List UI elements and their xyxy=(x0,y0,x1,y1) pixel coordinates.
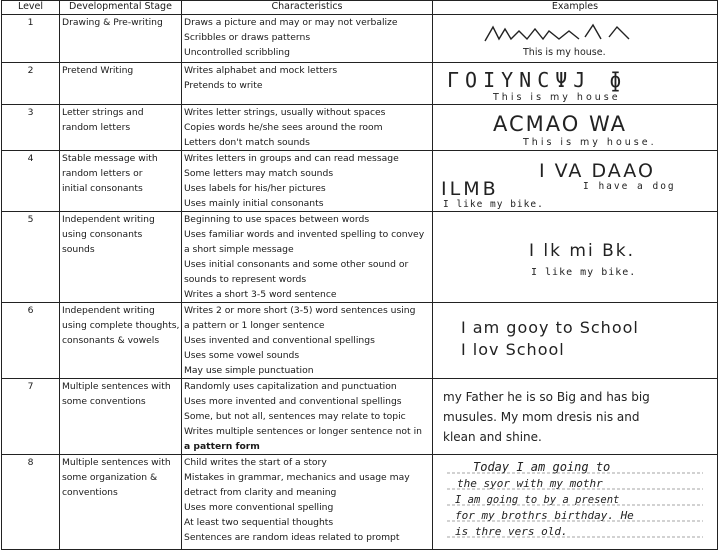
mock-letters: ΓΟΙΥΝСΨЈ ɸ xyxy=(447,68,628,92)
characteristic-line: Writes a short 3-5 word sentence xyxy=(184,289,337,300)
level-cell: 5 xyxy=(2,212,60,303)
level-cell: 4 xyxy=(2,151,60,212)
handwritten-sentence-1: I am gooy to School xyxy=(461,318,639,337)
typed-translation: This is my house. xyxy=(523,137,657,148)
handwritten-line-3: klean and shine. xyxy=(443,430,542,444)
stage-line: some conventions xyxy=(62,396,146,407)
stage-line: random letters or xyxy=(62,168,143,179)
table-row xyxy=(2,105,718,151)
characteristic-line: Child writes the start of a story xyxy=(184,457,327,468)
example-level-6 xyxy=(433,303,718,376)
example-cell xyxy=(433,379,718,455)
example-cell xyxy=(433,105,718,151)
typed-translation: I like my bike. xyxy=(531,267,637,278)
example-level-2 xyxy=(433,63,718,103)
characteristic-line: Uses mainly initial consonants xyxy=(184,198,324,209)
example-cell xyxy=(433,212,718,303)
table-row xyxy=(2,15,718,63)
characteristic-line: At least two sequential thoughts xyxy=(184,517,334,528)
typed-translation: This is my house xyxy=(493,92,621,103)
stage-line: consonants & vowels xyxy=(62,335,160,346)
example-level-5 xyxy=(433,212,718,298)
stage-line: Stable message with xyxy=(62,153,158,164)
stage-line: Independent writing xyxy=(62,214,155,225)
example-cell xyxy=(433,303,718,379)
characteristic-line: sounds to represent words xyxy=(184,274,307,285)
handwritten-line-1: Today I am going to xyxy=(473,460,611,474)
handwritten-line-1: my Father he is so Big and has big xyxy=(443,390,650,404)
header-characteristics: Characteristics xyxy=(182,1,433,15)
level-cell: 6 xyxy=(2,303,60,379)
characteristics-cell xyxy=(182,15,433,63)
characteristics-cell xyxy=(182,151,433,212)
characteristic-line: a short simple message xyxy=(184,244,294,255)
level-cell: 1 xyxy=(2,15,60,63)
characteristic-line: Uses labels for his/her pictures xyxy=(184,183,326,194)
handwritten-message-2: I VA DAAO xyxy=(539,160,655,182)
handwritten-line-2: musules. My mom dresis nis and xyxy=(443,410,640,424)
level-cell: 3 xyxy=(2,105,60,151)
example-level-3 xyxy=(433,105,718,149)
header-row xyxy=(2,1,718,15)
characteristic-line: Uses invented and conventional spellings xyxy=(184,335,375,346)
stage-cell xyxy=(60,151,182,212)
handwritten-line-3: I am going to by a present xyxy=(455,494,620,506)
stage-line: using consonants xyxy=(62,229,143,240)
characteristic-line: Uses initial consonants and some other sound or xyxy=(184,259,409,270)
characteristic-line: Writes 2 or more short (3-5) word sentences using xyxy=(184,305,416,316)
characteristic-line: Uses familiar words and invented spelling to convey xyxy=(184,229,425,240)
stage-line: Multiple sentences with xyxy=(62,457,171,468)
characteristics-cell xyxy=(182,303,433,379)
level-cell: 7 xyxy=(2,379,60,455)
stage-line: initial consonants xyxy=(62,183,143,194)
characteristic-line: Sentences are random ideas related to prompt xyxy=(184,532,400,543)
stage-line: random letters xyxy=(62,122,131,133)
characteristics-cell xyxy=(182,212,433,303)
table-row xyxy=(2,303,718,379)
stage-cell xyxy=(60,455,182,550)
characteristic-line: a pattern form xyxy=(184,441,260,452)
characteristic-line: Beginning to use spaces between words xyxy=(184,214,370,225)
characteristic-line: Scribbles or draws patterns xyxy=(184,32,311,43)
handwritten-line-2: the syor with my mothr xyxy=(457,477,603,490)
table-row xyxy=(2,212,718,303)
characteristic-line: Some letters may match sounds xyxy=(184,168,334,179)
letter-string: ACMAO WA xyxy=(493,112,627,136)
characteristic-line: a pattern or 1 longer sentence xyxy=(184,320,325,331)
characteristic-line: Writes letters in groups and can read message xyxy=(184,153,399,164)
scribble-drawing xyxy=(485,25,629,41)
characteristic-line: Writes alphabet and mock letters xyxy=(184,65,338,76)
characteristic-line: Uncontrolled scribbling xyxy=(184,47,290,58)
example-cell xyxy=(433,63,718,105)
handwritten-line-5: is thre vers old. xyxy=(455,525,568,538)
table-row xyxy=(2,379,718,455)
characteristic-line: Writes letter strings, usually without spaces xyxy=(184,107,386,118)
typed-translation: This is my house. xyxy=(523,47,606,58)
stage-cell xyxy=(60,212,182,303)
handwritten-sentence: I lk mi Bk. xyxy=(529,241,635,261)
characteristic-line: Uses more conventional spelling xyxy=(184,502,334,513)
characteristics-cell xyxy=(182,455,433,550)
characteristic-line: Uses some vowel sounds xyxy=(184,350,300,361)
example-cell xyxy=(433,455,718,550)
characteristic-line: Draws a picture and may or may not verbalize xyxy=(184,17,398,28)
stage-line: using complete thoughts, xyxy=(62,320,180,331)
stage-line: sounds xyxy=(62,244,95,255)
stage-cell xyxy=(60,63,182,105)
stage-line: Letter strings and xyxy=(62,107,144,118)
stage-cell xyxy=(60,15,182,63)
handwritten-line-4: for my brothrs birthday. He xyxy=(455,509,634,522)
characteristic-line: Mistakes in grammar, mechanics and usage may xyxy=(184,472,410,483)
typed-translation-2: I have a dog xyxy=(583,181,676,192)
table-row xyxy=(2,63,718,105)
characteristic-line: Randomly uses capitalization and punctuation xyxy=(184,381,397,392)
characteristic-line: Uses more invented and conventional spellings xyxy=(184,396,402,407)
stage-line: Pretend Writing xyxy=(62,65,134,76)
writing-stages-table xyxy=(1,0,718,550)
characteristic-line: Some, but not all, sentences may relate to topic xyxy=(184,411,406,422)
characteristic-line: Letters don't match sounds xyxy=(184,137,310,148)
example-level-4 xyxy=(433,151,718,211)
handwritten-sentence-2: I lov School xyxy=(461,340,565,359)
typed-translation-1: I like my bike. xyxy=(443,199,544,210)
stage-line: conventions xyxy=(62,487,118,498)
characteristic-line: May use simple punctuation xyxy=(184,365,314,376)
example-level-1 xyxy=(433,15,718,61)
characteristics-cell xyxy=(182,379,433,455)
characteristics-cell xyxy=(182,105,433,151)
stage-line: some organization & xyxy=(62,472,158,483)
characteristic-line: Pretends to write xyxy=(184,80,263,91)
example-cell xyxy=(433,151,718,212)
header-stage: Developmental Stage xyxy=(60,1,182,15)
example-cell xyxy=(433,15,718,63)
example-level-8 xyxy=(433,455,718,548)
stage-line: Multiple sentences with xyxy=(62,381,171,392)
characteristics-cell xyxy=(182,63,433,105)
handwritten-message-1: ILMB xyxy=(441,178,499,200)
header-examples: Examples xyxy=(433,1,718,15)
stage-cell xyxy=(60,379,182,455)
stage-line: Independent writing xyxy=(62,305,155,316)
level-cell: 8 xyxy=(2,455,60,550)
characteristic-line: detract from clarity and meaning xyxy=(184,487,337,498)
characteristic-line: Writes multiple sentences or longer sentence not in xyxy=(184,426,422,437)
table-row xyxy=(2,151,718,212)
level-cell: 2 xyxy=(2,63,60,105)
characteristic-line: Copies words he/she sees around the room xyxy=(184,122,383,133)
stage-line: Drawing & Pre-writing xyxy=(62,17,163,28)
stage-cell xyxy=(60,303,182,379)
header-level: Level xyxy=(2,1,60,15)
stage-cell xyxy=(60,105,182,151)
table-row xyxy=(2,455,718,550)
example-level-7 xyxy=(433,379,718,453)
